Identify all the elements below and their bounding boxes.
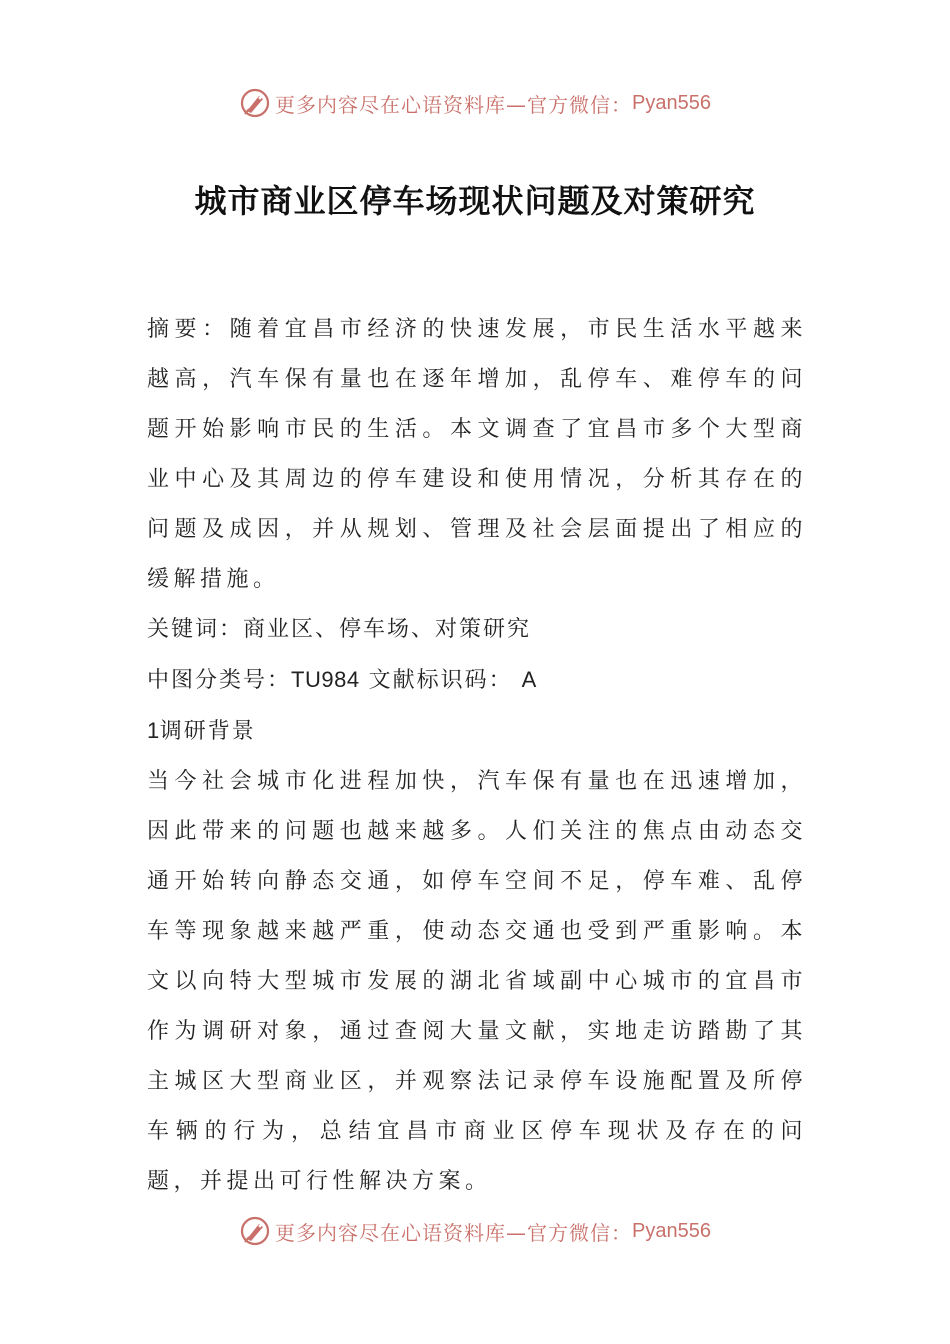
pen-nib-logo-icon (239, 1215, 271, 1247)
pen-nib-logo-icon (239, 87, 271, 119)
header-banner (0, 83, 950, 123)
document-title: 城市商业区停车场现状问题及对策研究 (194, 182, 756, 220)
document-code: A (521, 667, 537, 692)
footer-banner (0, 1211, 950, 1251)
banner-wechat-id: Pyan556 (632, 1219, 711, 1242)
banner-text: 更多内容尽在心语资料库—官方微信： (275, 92, 633, 117)
classification-line (147, 655, 807, 706)
section-title: 调研背景 (159, 719, 256, 744)
classification-code: TU984 (291, 667, 360, 692)
section-number: 1 (147, 718, 160, 743)
banner-wechat-id: Pyan556 (632, 91, 711, 114)
document-code-label: 文献标识码： (368, 668, 513, 693)
section-heading (147, 706, 807, 757)
keywords-line: 关键词：商业区、停车场、对策研究 (147, 617, 532, 642)
section-body-paragraph: 当今社会城市化进程加快，汽车保有量也在迅速增加，因此带来的问题也越来越多。人们关注的焦点由动态交通开始转向静态交通，如停车空间不足，停车难、乱停车等现象越来越严重，使动态交通也受到严重影响。本文以向特大型城市发展的湖北省域副中心城市的宜昌市作为调研对象，通过查阅大量文献，实地走访踏勘了其主城区大型商业区，并观察法记录停车设施配置及所停车辆的行为，总结宜昌市商业区停车现状及存在的问题，并提出可行性解决方案。 (147, 769, 807, 1194)
banner-text: 更多内容尽在心语资料库—官方微信： (275, 1220, 633, 1245)
classification-label: 中图分类号： (147, 668, 292, 693)
abstract-paragraph: 摘要：随着宜昌市经济的快速发展，市民生活水平越来越高，汽车保有量也在逐年增加，乱停车、难停车的问题开始影响市民的生活。本文调查了宜昌市多个大型商业中心及其周边的停车建设和使用情况，分析其存在的问题及成因，并从规划、管理及社会层面提出了相应的缓解措施。 (147, 317, 807, 592)
document-body (147, 305, 807, 1207)
